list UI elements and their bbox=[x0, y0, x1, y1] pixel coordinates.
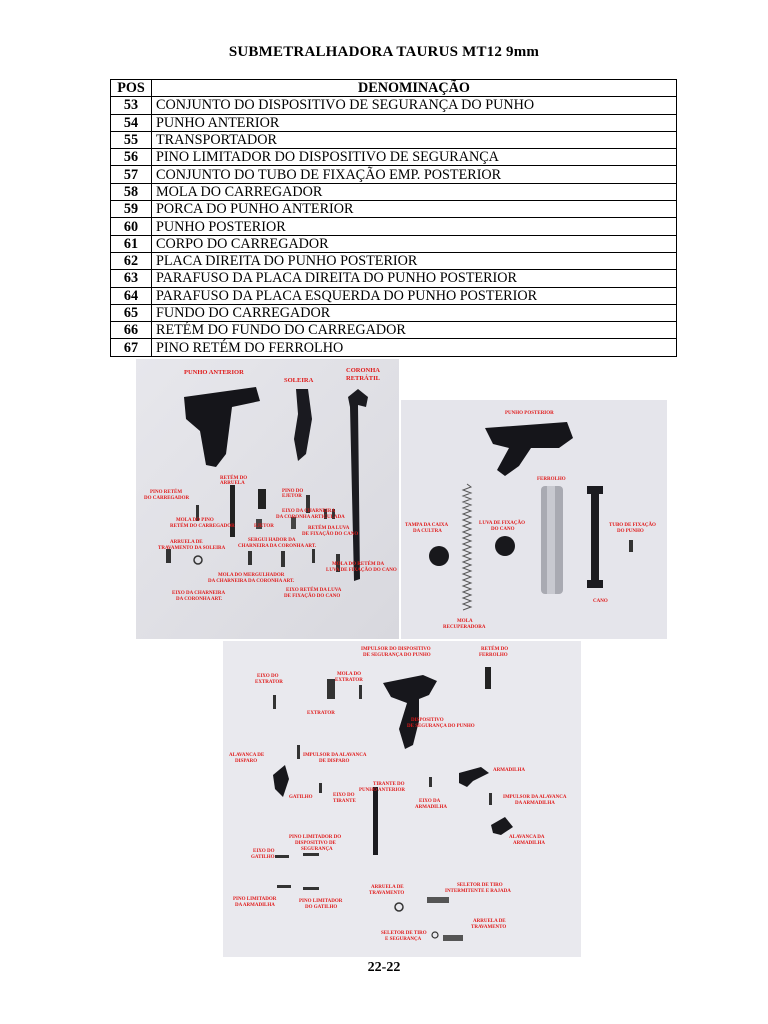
label-alavanca-disparo-1: ALAVANCA DE bbox=[229, 753, 265, 758]
label-pino-retem-1: PINO RETÉM bbox=[150, 490, 183, 495]
row-pos: 62 bbox=[111, 252, 152, 269]
cano-part bbox=[591, 486, 599, 588]
label-impulsor-disp-2: DE SEGURANÇA DO PUNHO bbox=[363, 653, 431, 658]
label-tirante-1: TIRANTE DO bbox=[373, 782, 405, 787]
label-eixo-tirante-1: EIXO DO bbox=[333, 793, 355, 798]
label-pino-lim-disp-1: PINO LIMITADOR DO bbox=[289, 835, 342, 840]
label-cano: CANO bbox=[593, 599, 608, 604]
label-impulsor-alavanca-1: IMPULSOR DA ALAVANCA bbox=[303, 753, 367, 758]
label-ejetor: EJETOR bbox=[254, 524, 274, 529]
label-arruela-1: ARRUELA DE bbox=[170, 540, 203, 545]
row-pos: 58 bbox=[111, 183, 152, 200]
label-punho-posterior: PUNHO POSTERIOR bbox=[505, 411, 554, 416]
label-arruela-trav-1: ARRUELA DE bbox=[371, 885, 404, 890]
label-mola-mergulhador-2: DA CHARNEIRA DA CORONHA ART. bbox=[208, 579, 295, 584]
table-row bbox=[111, 304, 677, 321]
label-alavanca-disparo-2: DISPARO bbox=[235, 759, 258, 764]
label-tampa-1: TAMPA DA CAIXA bbox=[405, 523, 449, 528]
label-retem-luva-1: RETÉM DA LUVA bbox=[308, 526, 350, 531]
label-tubo-2: DO PUNHO bbox=[617, 529, 644, 534]
table-row bbox=[111, 201, 677, 218]
label-alavanca-armadilha-2: ARMADILHA bbox=[513, 841, 545, 846]
row-pos: 54 bbox=[111, 114, 152, 131]
row-pos: 60 bbox=[111, 218, 152, 235]
label-pino-lim-gat-2: DO GATILHO bbox=[305, 905, 338, 910]
label-impulsor-armadilha-1: IMPULSOR DA ALAVANCA bbox=[503, 795, 567, 800]
label-dispositivo-1: DISPOSITIVO bbox=[411, 718, 444, 723]
label-seletor-tiro-2: INTERMITENTE E RAJADA bbox=[445, 889, 511, 894]
label-impulsor-alavanca-2: DE DISPARO bbox=[319, 759, 350, 764]
row-name: PUNHO ANTERIOR bbox=[152, 114, 677, 131]
label-tubo-1: TUBO DE FIXAÇÃO bbox=[609, 523, 656, 528]
label-seletor-seg-2: E SEGURANÇA bbox=[385, 937, 422, 942]
photo-punho-posterior-svg bbox=[401, 400, 667, 639]
row-pos: 67 bbox=[111, 339, 152, 356]
label-mola-2: RECUPERADORA bbox=[443, 625, 486, 630]
tampa-part bbox=[429, 546, 449, 566]
row-name: PORCA DO PUNHO ANTERIOR bbox=[152, 201, 677, 218]
row-name: CONJUNTO DO TUBO DE FIXAÇÃO EMP. POSTERIOR bbox=[152, 166, 677, 183]
row-name: CORPO DO CARREGADOR bbox=[152, 235, 677, 252]
label-luva-1: LUVA DE FIXAÇÃO bbox=[479, 521, 526, 526]
row-pos: 64 bbox=[111, 287, 152, 304]
label-gatilho: GATILHO bbox=[289, 795, 313, 800]
page-number: 22-22 bbox=[367, 960, 401, 975]
label-tampa-2: DA CULTRA bbox=[413, 529, 442, 534]
table-row bbox=[111, 183, 677, 200]
row-name: PUNHO POSTERIOR bbox=[152, 218, 677, 235]
label-eixo-charneira-2: DA CORONHA ARTICULADA bbox=[276, 515, 345, 520]
table-row bbox=[111, 149, 677, 166]
row-pos: 61 bbox=[111, 235, 152, 252]
label-dispositivo-2: DE SEGURANÇA DO PUNHO bbox=[407, 724, 475, 729]
label-sergui-2: CHARNEIRA DA CORONHA ART. bbox=[238, 544, 317, 549]
parts-table bbox=[110, 79, 677, 357]
label-eixo-extrator-1: EIXO DO bbox=[257, 674, 279, 679]
label-seletor-seg-1: SELETOR DE TIRO bbox=[381, 931, 427, 936]
label-tirante-2: PUNHO ANTERIOR bbox=[359, 788, 405, 793]
label-pino-retem-2: DO CARREGADOR bbox=[144, 496, 190, 501]
label-extrator: EXTRATOR bbox=[307, 711, 335, 716]
label-eixo-retem-2: DE FIXAÇÃO DO CANO bbox=[284, 594, 341, 599]
label-eixo-extrator-2: EXTRATOR bbox=[255, 680, 283, 685]
header-name: DENOMINAÇÃO bbox=[152, 80, 677, 97]
label-alavanca-armadilha-1: ALAVANCA DA bbox=[509, 835, 545, 840]
label-arruela-trav-2: TRAVAMENTO bbox=[369, 891, 405, 896]
table-row bbox=[111, 218, 677, 235]
label-eixo-charneira2-1: EIXO DA CHARNEIRA bbox=[172, 591, 226, 596]
row-name: RETÉM DO FUNDO DO CARREGADOR bbox=[152, 322, 677, 339]
label-mola-1: MOLA bbox=[457, 619, 473, 624]
label-retem-ferrolho-2: FERROLHO bbox=[479, 653, 508, 658]
row-name: FUNDO DO CARREGADOR bbox=[152, 304, 677, 321]
label-arruela-trav2-2: TRAVAMENTO bbox=[471, 925, 507, 930]
row-pos: 55 bbox=[111, 131, 152, 148]
label-armadilha: ARMADILHA bbox=[493, 768, 525, 773]
label-mola-mergulhador-1: MOLA DO MERGULHADOR bbox=[218, 573, 285, 578]
row-pos: 56 bbox=[111, 149, 152, 166]
table-row bbox=[111, 114, 677, 131]
label-pino-ejetor-1: PINO DO bbox=[282, 489, 304, 494]
photo-trigger-group-svg bbox=[223, 641, 581, 957]
row-pos: 59 bbox=[111, 201, 152, 218]
label-coronha-1: CORONHA bbox=[346, 367, 380, 374]
label-luva-2: DO CANO bbox=[491, 527, 515, 532]
row-name: PARAFUSO DA PLACA ESQUERDA DO PUNHO POSTERIOR bbox=[152, 287, 677, 304]
table-row bbox=[111, 131, 677, 148]
seletor-part bbox=[427, 897, 449, 903]
table-row bbox=[111, 322, 677, 339]
label-impulsor-armadilha-2: DA ARMADILHA bbox=[515, 801, 555, 806]
table-row bbox=[111, 97, 677, 114]
retem-part bbox=[230, 485, 235, 537]
photo-punho-posterior-parts bbox=[401, 400, 667, 639]
table-row bbox=[111, 166, 677, 183]
row-name: MOLA DO CARREGADOR bbox=[152, 183, 677, 200]
label-mola-retem-2: LUVA DE FIXAÇÃO DO CANO bbox=[326, 568, 397, 573]
row-name: PLACA DIREITA DO PUNHO POSTERIOR bbox=[152, 252, 677, 269]
row-pos: 57 bbox=[111, 166, 152, 183]
row-pos: 65 bbox=[111, 304, 152, 321]
row-pos: 53 bbox=[111, 97, 152, 114]
label-mola-pino-1: MOLA DO PINO bbox=[176, 518, 214, 523]
label-eixo-gatilho-2: GATILHO bbox=[251, 855, 275, 860]
photo-coronha-svg bbox=[136, 359, 399, 639]
label-retem-do-2: ARRUELA bbox=[220, 481, 245, 486]
table-row bbox=[111, 287, 677, 304]
label-arruela-2: TRAVAMENTO DA SOLEIRA bbox=[158, 546, 226, 551]
row-name: PARAFUSO DA PLACA DIREITA DO PUNHO POSTERIOR bbox=[152, 270, 677, 287]
table-header-row bbox=[111, 80, 677, 97]
label-arruela-trav2-1: ARRUELA DE bbox=[473, 919, 506, 924]
table-row bbox=[111, 339, 677, 356]
label-eixo-charneira-1: EIXO DA CHARNEIRA bbox=[282, 509, 336, 514]
label-soleira: SOLEIRA bbox=[284, 377, 314, 384]
label-pino-lim-gat-1: PINO LIMITADOR bbox=[299, 899, 343, 904]
label-impulsor-disp-1: IMPULSOR DO DISPOSITIVO bbox=[361, 647, 431, 652]
row-name: PINO LIMITADOR DO DISPOSITIVO DE SEGURANÇA bbox=[152, 149, 677, 166]
table-body bbox=[111, 97, 677, 356]
label-pino-lim-arm-2: DA ARMADILHA bbox=[235, 903, 275, 908]
label-retem-do-1: RETÉM DO bbox=[220, 476, 248, 481]
luva-part bbox=[495, 536, 515, 556]
header-pos: POS bbox=[111, 80, 152, 97]
label-retem-ferrolho-1: RETÉM DO bbox=[481, 647, 509, 652]
row-pos: 63 bbox=[111, 270, 152, 287]
label-mola-extrator-1: MOLA DO bbox=[337, 672, 362, 677]
label-punho-anterior: PUNHO ANTERIOR bbox=[184, 369, 244, 376]
row-pos: 66 bbox=[111, 322, 152, 339]
table-row bbox=[111, 235, 677, 252]
label-pino-lim-arm-1: PINO LIMITADOR bbox=[233, 897, 277, 902]
row-name: CONJUNTO DO DISPOSITIVO DE SEGURANÇA DO PUNHO bbox=[152, 97, 677, 114]
document-title: SUBMETRALHADORA TAURUS MT12 9mm bbox=[228, 44, 540, 60]
row-name: PINO RETÉM DO FERROLHO bbox=[152, 339, 677, 356]
photo-coronha-parts bbox=[136, 359, 399, 639]
label-eixo-tirante-2: TIRANTE bbox=[333, 799, 356, 804]
label-pino-lim-disp-2: DISPOSITIVO DE bbox=[295, 841, 336, 846]
label-eixo-armadilha-1: EIXO DA bbox=[419, 799, 441, 804]
label-coronha-2: RETRÁTIL bbox=[346, 375, 380, 382]
row-name: TRANSPORTADOR bbox=[152, 131, 677, 148]
label-eixo-gatilho-1: EIXO DO bbox=[253, 849, 275, 854]
label-seletor-tiro-1: SELETOR DE TIRO bbox=[457, 883, 503, 888]
label-pino-ejetor-2: EJETOR bbox=[282, 494, 302, 499]
label-eixo-retem-1: EIXO RETÉM DA LUVA bbox=[286, 588, 342, 593]
label-ferrolho: FERROLHO bbox=[537, 477, 566, 482]
label-eixo-armadilha-2: ARMADILHA bbox=[415, 805, 447, 810]
label-mola-extrator-2: EXTRATOR bbox=[335, 678, 363, 683]
label-eixo-charneira2-2: DA CORONHA ART. bbox=[176, 597, 223, 602]
tirante-part bbox=[373, 787, 378, 855]
label-mola-pino-2: RETÉM DO CARREGADOR bbox=[170, 524, 235, 529]
photo-trigger-group-parts bbox=[223, 641, 581, 957]
label-retem-luva-2: DE FIXAÇÃO DO CANO bbox=[302, 532, 359, 537]
label-pino-lim-disp-3: SEGURANÇA bbox=[301, 847, 333, 852]
label-sergui-1: SERGUI HADOR DA bbox=[248, 538, 296, 543]
table-row bbox=[111, 270, 677, 287]
label-mola-retem-1: MOLA DO RETÉM DA bbox=[332, 562, 385, 567]
table-row bbox=[111, 252, 677, 269]
